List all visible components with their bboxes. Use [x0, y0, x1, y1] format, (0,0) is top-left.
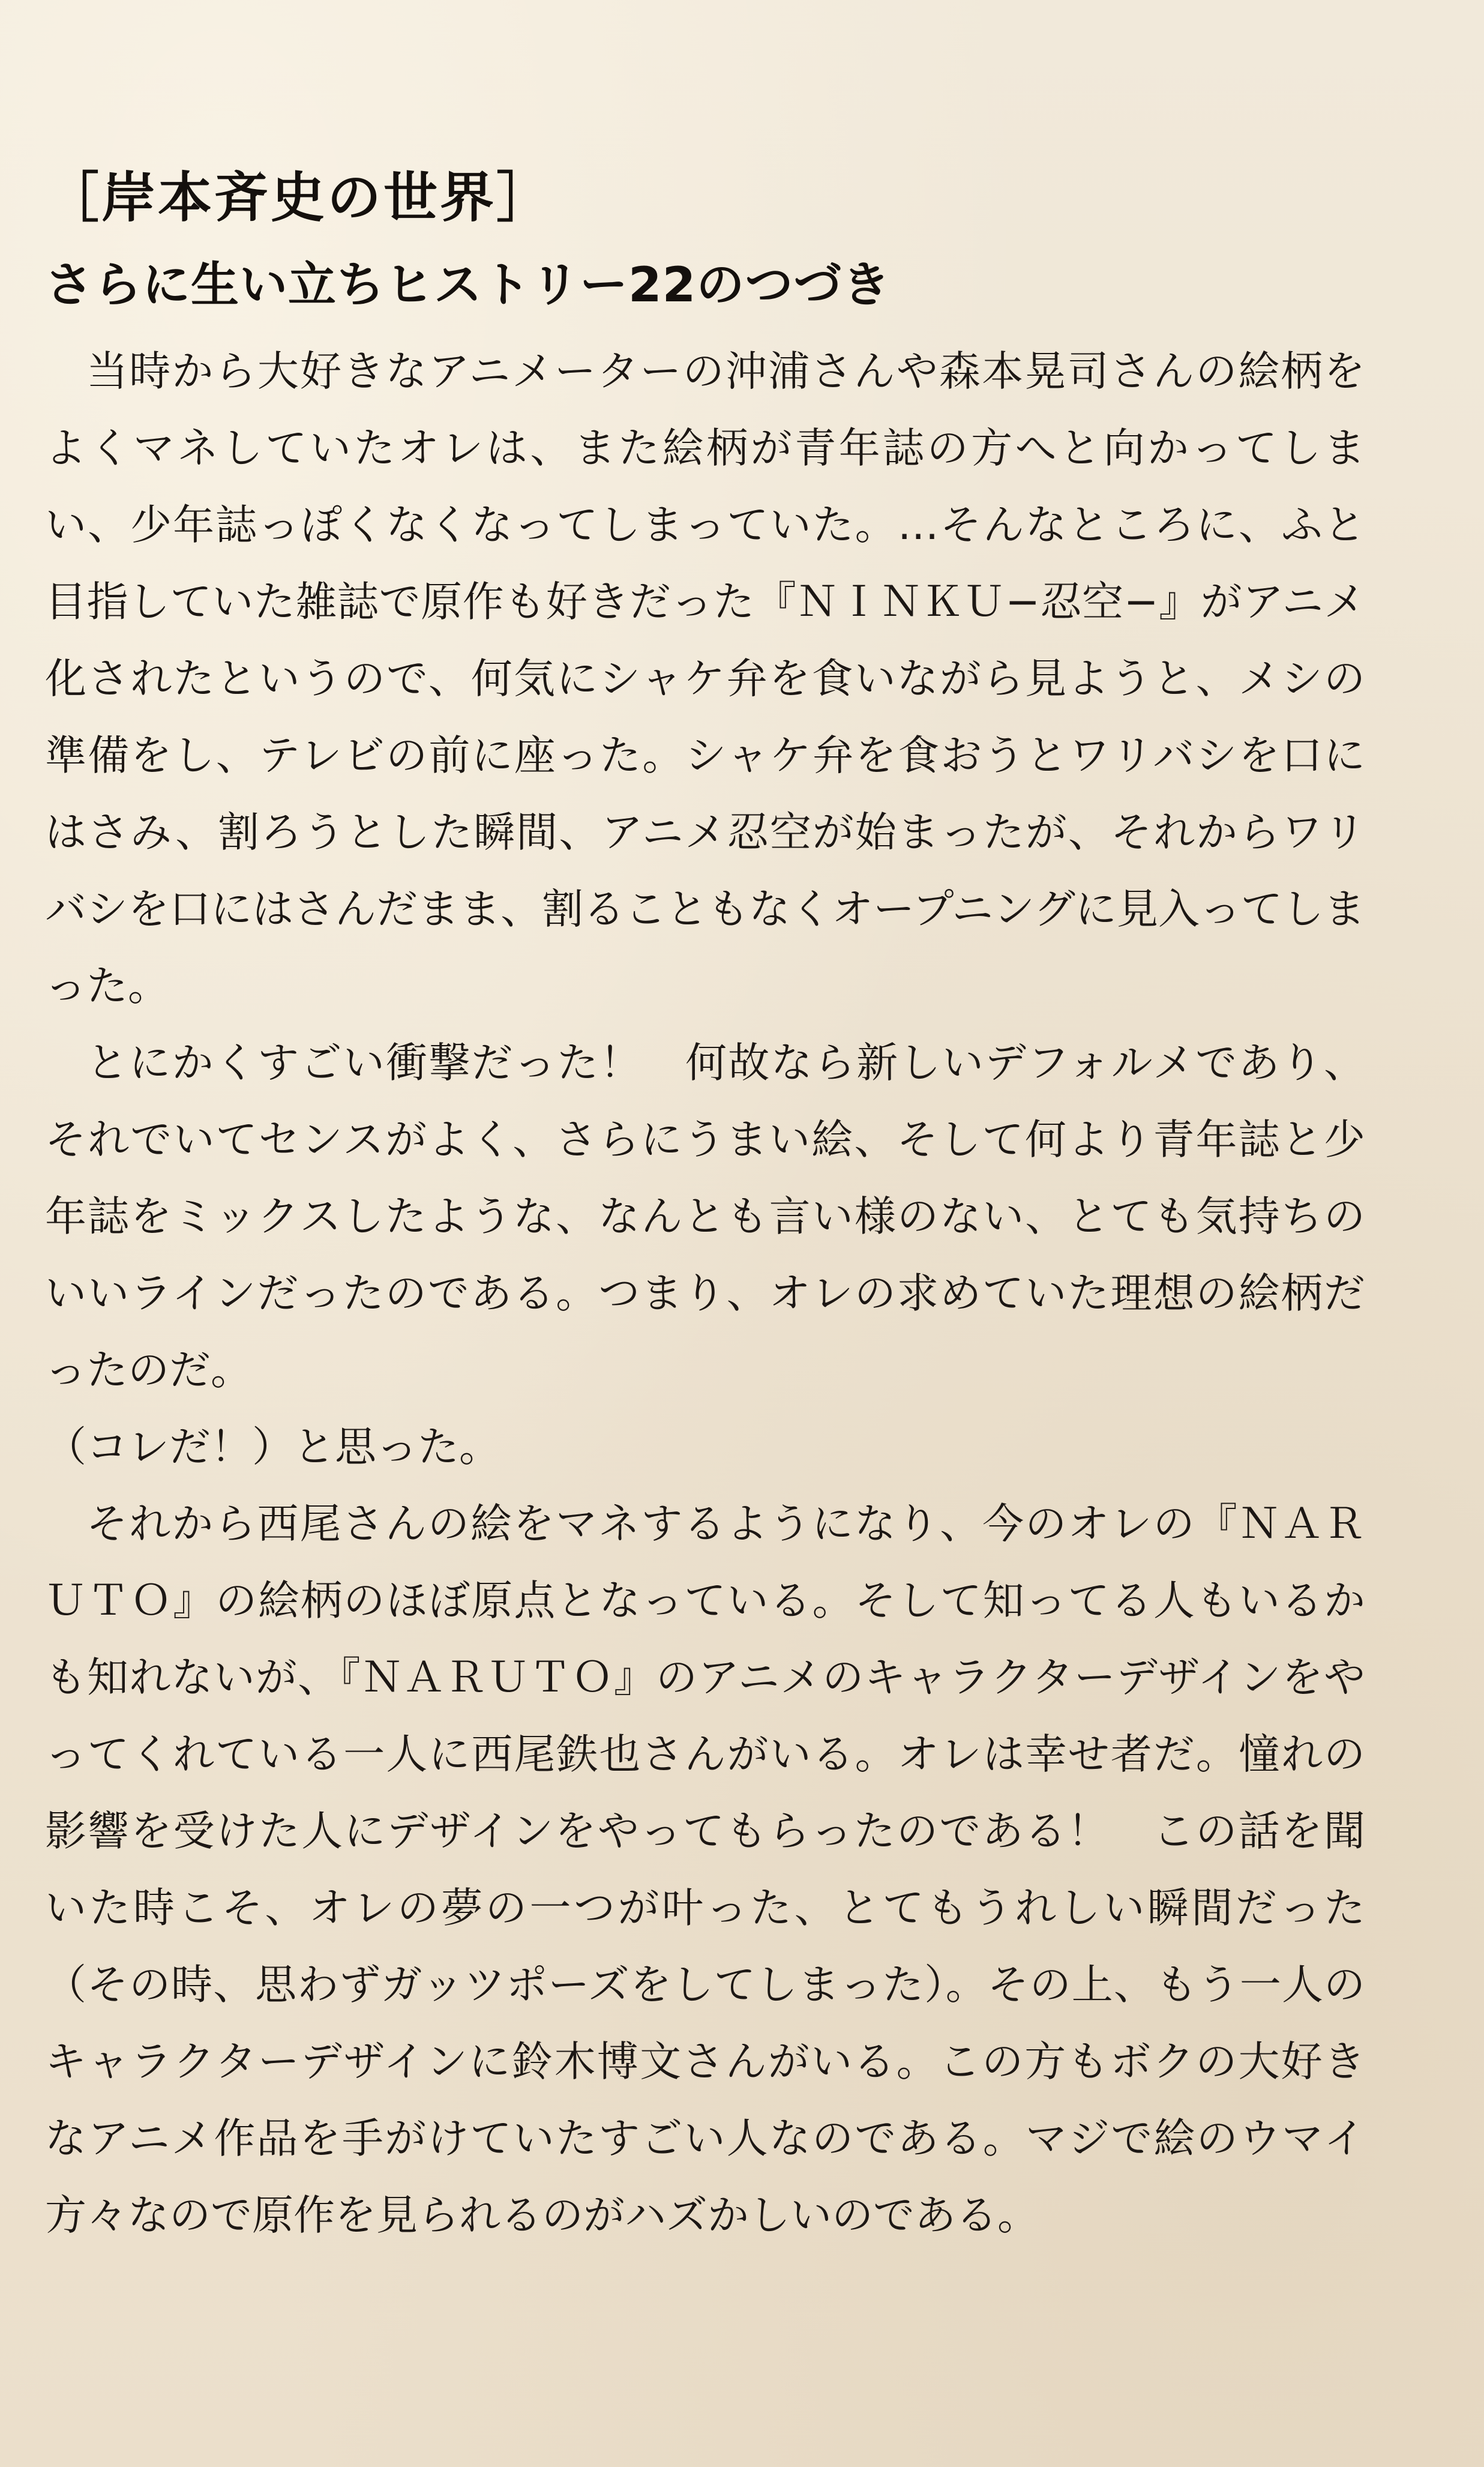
section-title: ［岸本斉史の世界］ — [45, 166, 553, 229]
paragraph: 当時から大好きなアニメーターの沖浦さんや森本晃司さんの絵柄をよくマネしていたオレは、また絵柄が青年誌の方へと向かってしまい、少年誌っぽくなくなってしまっていた。…そんなところに、ふと目指していた雑誌で原作も好きだった『ＮＩＮＫＵ−忍空−』がアニメ化されたというので、何気にシャケ弁を食いながら見ようと、メシの準備をし、テレビの前に座った。シャケ弁を食おうとワリバシを口にはさみ、割ろうとした瞬間、アニメ忍空が始まったが、それからワリバシを口にはさんだまま、割ることもなくオープニングに見入ってしまった。 — [45, 348, 1365, 1010]
paragraph: （コレだ！）と思った。 — [45, 1423, 500, 1471]
text-column — [45, 166, 1365, 2254]
body-text — [45, 333, 1365, 2254]
subtitle: さらに生い立ちヒストリー22のつづき — [45, 257, 891, 313]
paragraph: それから西尾さんの絵をマネするようになり、今のオレの『ＮＡＲＵＴＯ』の絵柄のほぼ原点となっている。そして知ってる人もいるかも知れないが、『ＮＡＲＵＴＯ』のアニメのキャラクターデザインをやってくれている一人に西尾鉄也さんがいる。オレは幸せ者だ。憧れの影響を受けた人にデザインをやってもらったのである！ この話を聞いた時こそ、オレの夢の一つが叶った、とてもうれしい瞬間だった（その時、思わずガッツポーズをしてしまった）。その上、もう一人のキャラクターデザインに鈴木博文さんがいる。この方もボクの大好きなアニメ作品を手がけていたすごい人なのである。マジで絵のウマイ方々なので原作を見られるのがハズかしいのである。 — [45, 1500, 1365, 2240]
paragraph: とにかくすごい衝撃だった！ 何故なら新しいデフォルメであり、それでいてセンスがよく、さらにうまい絵、そして何より青年誌と少年誌をミックスしたような、なんとも言い様のない、とても気持ちのいいラインだったのである。つまり、オレの求めていた理想の絵柄だったのだ。 — [45, 1039, 1365, 1394]
